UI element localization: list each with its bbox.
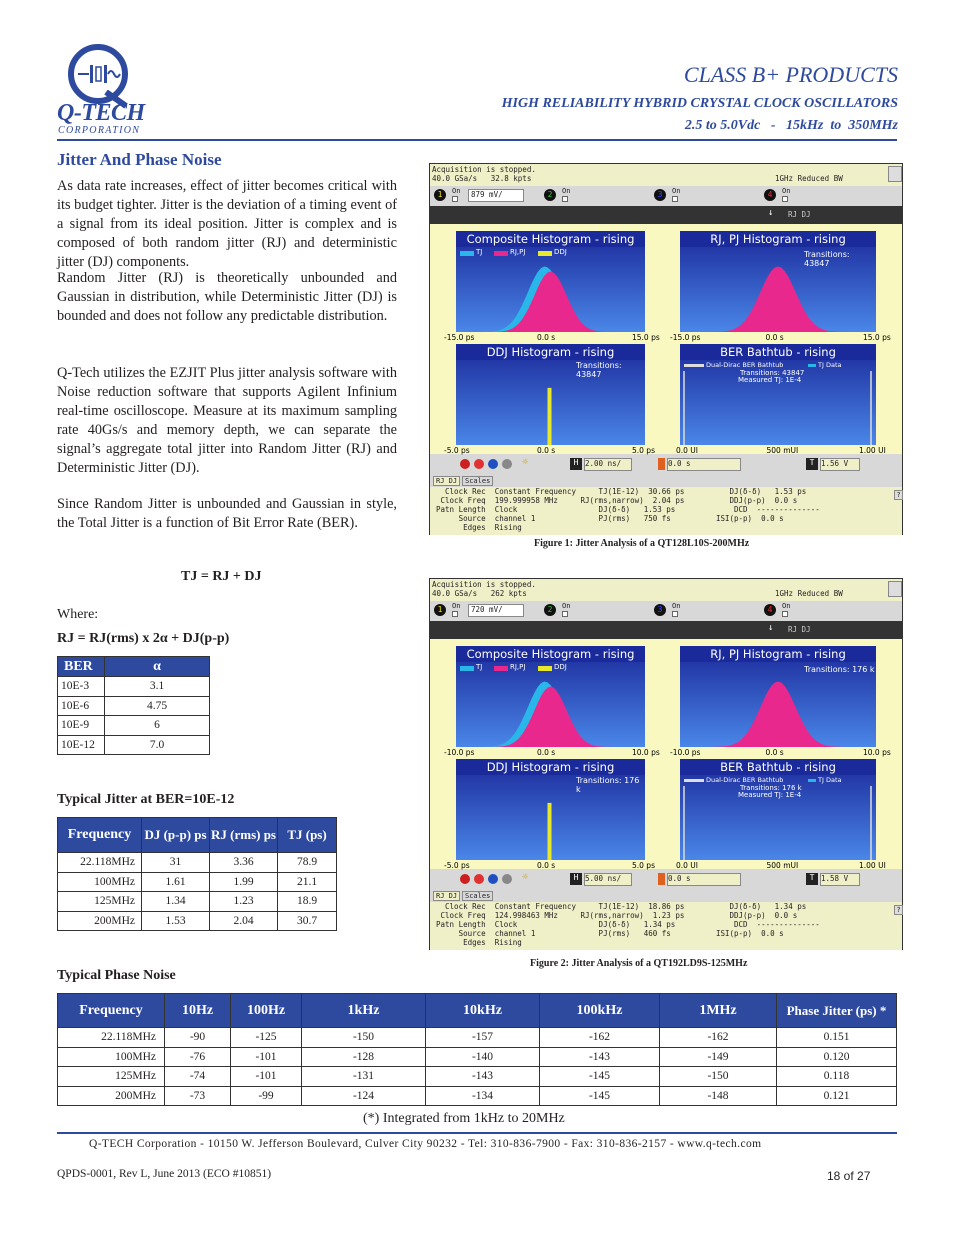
fig1-rjpj-tick-2: 15.0 ps — [863, 333, 891, 342]
footer-divider — [57, 1132, 897, 1134]
fig2-channel-1-on-label: On — [452, 602, 461, 610]
table-row — [58, 1067, 897, 1087]
fig2-ber-transitions: Transitions: 176 k — [740, 784, 802, 792]
fig1-ddj-tick-0: -5.0 ps — [444, 446, 470, 455]
fig2-tab-rjdj[interactable]: RJ DJ — [433, 891, 460, 901]
fig2-ddj-bar — [548, 803, 552, 860]
table-cell: 22.118MHz — [58, 853, 142, 873]
doc-number: QPDS-0001, Rev L, June 2013 (ECO #10851) — [57, 1168, 272, 1180]
col-header: 100Hz — [231, 994, 302, 1028]
fig2-legend-label-1: RJ,PJ — [510, 663, 526, 671]
fig2-composite-tick-1: 0.0 s — [537, 748, 556, 757]
fig2-rjpj-transitions: Transitions: 176 k — [804, 665, 875, 674]
fig2-rjpj-tick-0: -10.0 ps — [670, 748, 701, 757]
fig1-composite-tick-0: -15.0 ps — [444, 333, 475, 342]
fig1-horizontal-icon: H — [570, 458, 582, 470]
table-cell: -131 — [302, 1067, 426, 1087]
fig1-channel-1-on-label: On — [452, 187, 461, 195]
page-subtitle: HIGH RELIABILITY HYBRID CRYSTAL CLOCK OSCILLATORS — [501, 96, 898, 111]
fig2-ber-histogram — [680, 760, 876, 860]
fig2-ddj-histogram — [456, 760, 645, 860]
ezjit-paragraph: Q-Tech utilizes the EZJIT Plus jitter analysis software with Noise reduction software that supports Agilent Infinium real-time oscilloscope. Measure at its maximum sampling rate 40Gs/s and memory depth, we can separate the signal’s aggregate total jitter into Random Jitter (RJ) and Deterministic Jitter (DJ). — [57, 365, 397, 476]
fig1-trigger-level-input[interactable]: 1.56 V — [820, 458, 860, 471]
table-cell: 4.75 — [105, 696, 210, 716]
fig2-toolbar — [430, 870, 902, 889]
fig1-delay-marker-icon — [658, 458, 665, 470]
table-cell: 1.99 — [210, 872, 278, 892]
fig2-channel-2-button[interactable]: 2 — [544, 604, 556, 616]
fig2-sample-rate: 40.0 GSa/s 262 kpts — [432, 589, 527, 598]
table-cell: -125 — [231, 1028, 302, 1048]
page-number: 18 of 27 — [827, 1169, 871, 1183]
table-cell: -148 — [660, 1086, 777, 1106]
fig1-rjpj-tick-0: -15.0 ps — [670, 333, 701, 342]
fig2-ddj-title: DDJ Histogram - rising — [456, 759, 645, 775]
fig1-composite-title: Composite Histogram - rising — [456, 231, 645, 247]
fig2-rjpj-title: RJ, PJ Histogram - rising — [680, 646, 876, 662]
fig1-channel-3-checkbox[interactable] — [672, 196, 678, 202]
fig1-legend-label-2: DDJ — [554, 248, 567, 256]
fig2-channel-1-button[interactable]: 1 — [434, 604, 446, 616]
table-row — [58, 853, 337, 873]
fig2-ddj-tick-1: 0.0 s — [537, 861, 556, 870]
table-cell: -128 — [302, 1047, 426, 1067]
table-cell: 21.1 — [278, 872, 337, 892]
fig2-rjpj-tick-2: 10.0 ps — [863, 748, 891, 757]
table-cell: 31 — [142, 853, 210, 873]
table-cell: 10E-9 — [58, 716, 105, 736]
col-header: Frequency — [58, 818, 142, 853]
fig2-rjdj-marker: RJ DJ — [788, 625, 811, 634]
table-row — [58, 892, 337, 912]
fig2-arrow-down-icon: ↓ — [768, 623, 774, 633]
fig1-ddj-bar — [548, 388, 552, 445]
figure2-caption: Figure 2: Jitter Analysis of a QT192LD9S-125MHz — [530, 958, 748, 969]
fig2-composite-tick-2: 10.0 ps — [632, 748, 660, 757]
fig1-ber-legend-bathtub: Dual-Dirac BER Bathtub — [706, 361, 784, 369]
table-cell: -145 — [540, 1086, 660, 1106]
figure1-caption: Figure 1: Jitter Analysis of a QT128L10S-200MHz — [534, 538, 750, 549]
table-cell: -134 — [426, 1086, 540, 1106]
fig2-status-bar — [430, 579, 902, 601]
fig1-bandwidth: 1GHz Reduced BW — [775, 174, 843, 183]
fig1-legend-swatch-0 — [460, 251, 474, 256]
fig1-ber-tick-2: 1.00 UI — [859, 446, 886, 455]
table-row — [58, 677, 210, 697]
col-header: 10kHz — [426, 994, 540, 1028]
fig1-sun-icon[interactable]: ☼ — [522, 457, 529, 468]
table-cell: 100MHz — [58, 872, 142, 892]
random-jitter-paragraph: Random Jitter (RJ) is theoretically unbounded and Gaussian in distribution, while Deterministic Jitter (DJ) is bounded and does not follow any predictable distribution. — [57, 270, 397, 324]
fig2-composite-tick-0: -10.0 ps — [444, 748, 475, 757]
fig1-ber-tick-0: 0.0 UI — [676, 446, 699, 455]
table-cell: 0.151 — [777, 1028, 897, 1048]
table-cell: 18.9 — [278, 892, 337, 912]
fig1-sample-rate: 40.0 GSa/s 32.8 kpts — [432, 174, 532, 183]
table-cell: 2.04 — [210, 911, 278, 931]
fig1-ddj-tick-2: 5.0 ps — [632, 446, 655, 455]
table-row — [58, 716, 210, 736]
header-divider — [57, 139, 897, 141]
fig1-status-text: Acquisition is stopped. — [432, 165, 536, 174]
phase-noise-table — [57, 993, 897, 1106]
table-cell: 1.61 — [142, 872, 210, 892]
fig2-channel-1-checkbox[interactable] — [452, 611, 458, 617]
table-cell: -76 — [165, 1047, 231, 1067]
ber-table — [57, 656, 210, 755]
fig2-ddj-transitions: Transitions: 176 k — [576, 776, 640, 794]
fig1-scope-window — [429, 163, 903, 535]
fig1-help-button[interactable]: ? — [894, 490, 903, 500]
fig2-ber-tick-2: 1.00 UI — [859, 861, 886, 870]
fig2-legend-swatch-2 — [538, 666, 552, 671]
fig1-minimize-button[interactable] — [888, 166, 902, 182]
fig2-ddj-tick-2: 5.0 ps — [632, 861, 655, 870]
table-cell: 200MHz — [58, 911, 142, 931]
fig2-run-control-0[interactable] — [460, 874, 470, 884]
fig2-channel-4-button[interactable]: 4 — [764, 604, 776, 616]
col-header: RJ (rms) ps — [210, 818, 278, 853]
fig2-run-control-1[interactable] — [474, 874, 484, 884]
fig2-channel-2-on-label: On — [562, 602, 571, 610]
company-logo-text: Q-TECH — [57, 100, 145, 126]
voltage-range: 2.5 to 5.0Vdc - 15kHz to 350MHz — [684, 118, 898, 133]
fig1-run-control-3[interactable] — [502, 459, 512, 469]
table-row — [58, 696, 210, 716]
fig2-delay-marker-icon — [658, 873, 665, 885]
fig2-help-button[interactable]: ? — [894, 905, 903, 915]
fig2-trigger-level-input[interactable]: 1.58 V — [820, 873, 860, 886]
fig2-channel-4-on-label: On — [782, 602, 791, 610]
fig1-legend-label-1: RJ,PJ — [510, 248, 526, 256]
fig1-channel-1-scale-input[interactable]: 879 mV/ — [468, 189, 524, 202]
company-corporation: CORPORATION — [58, 125, 141, 136]
fig2-timebase-input[interactable]: 5.00 ns/ — [584, 873, 632, 886]
table-cell: 0.120 — [777, 1047, 897, 1067]
table-cell: -99 — [231, 1086, 302, 1106]
fig2-channel-2-checkbox[interactable] — [562, 611, 568, 617]
fig1-channel-controls — [430, 186, 902, 206]
fig2-rjpj-distribution — [456, 687, 645, 748]
fig1-measurement-strip — [430, 206, 902, 224]
table-cell: 10E-12 — [58, 735, 105, 755]
table-row — [58, 1028, 897, 1048]
fig2-legend-swatch-1 — [494, 666, 508, 671]
fig1-legend-swatch-1 — [494, 251, 508, 256]
table-cell: 125MHz — [58, 892, 142, 912]
fig1-run-control-2[interactable] — [488, 459, 498, 469]
table-cell: 0.118 — [777, 1067, 897, 1087]
table-cell: -150 — [660, 1067, 777, 1087]
fig1-ber-measured: Measured TJ: 1E-4 — [738, 376, 802, 384]
fig2-ber-measured: Measured TJ: 1E-4 — [738, 791, 802, 799]
fig2-run-control-3[interactable] — [502, 874, 512, 884]
intro-paragraph: As data rate increases, effect of jitter becomes critical with its budget tighter. Jitter is the deviation of a timing event of a signal from its ideal position. Jitter is complex and is composed of both random jitter (RJ) and deterministic jitter (DJ) components. — [57, 178, 397, 270]
fig1-rjpj-histogram — [680, 232, 876, 332]
col-header: DJ (p-p) ps — [142, 818, 210, 853]
fig1-tab-scales[interactable]: Scales — [462, 476, 493, 486]
fig2-rjpj-histogram — [680, 647, 876, 747]
table-cell: 10E-6 — [58, 696, 105, 716]
fig2-ber-tick-1: 500 mUI — [766, 861, 799, 870]
table-cell: 7.0 — [105, 735, 210, 755]
fig1-ber-tick-1: 500 mUI — [766, 446, 799, 455]
where-label: Where: — [57, 607, 99, 622]
col-header: Frequency — [58, 994, 165, 1028]
table-cell: -101 — [231, 1047, 302, 1067]
fig2-legend-swatch-0 — [460, 666, 474, 671]
table-cell: -150 — [302, 1028, 426, 1048]
table-cell: -124 — [302, 1086, 426, 1106]
fig1-ddj-tick-1: 0.0 s — [537, 446, 556, 455]
table-cell: -73 — [165, 1086, 231, 1106]
fig1-rjpj-distribution — [456, 272, 645, 333]
table-cell: 22.118MHz — [58, 1028, 165, 1048]
fig1-legend-swatch-2 — [538, 251, 552, 256]
fig1-channel-2-checkbox[interactable] — [562, 196, 568, 202]
fig1-trigger-icon: T — [806, 458, 818, 470]
table-row — [58, 735, 210, 755]
fig1-channel-1-checkbox[interactable] — [452, 196, 458, 202]
table-cell: 0.121 — [777, 1086, 897, 1106]
fig1-ddj-histogram — [456, 345, 645, 445]
fig2-channel-3-button[interactable]: 3 — [654, 604, 666, 616]
section-title: Jitter And Phase Noise — [57, 150, 222, 169]
fig2-horizontal-icon: H — [570, 873, 582, 885]
table-cell: -162 — [540, 1028, 660, 1048]
table-cell: 3.36 — [210, 853, 278, 873]
fig2-ber-tick-0: 0.0 UI — [676, 861, 699, 870]
ber-paragraph: Since Random Jitter is unbounded and Gaussian in style, the Total Jitter is a function of Bit Error Rate (BER). — [57, 496, 397, 531]
fig1-ddj-title: DDJ Histogram - rising — [456, 344, 645, 360]
fig1-ber-histogram — [680, 345, 876, 445]
table-row — [58, 1086, 897, 1106]
table-cell: 1.23 — [210, 892, 278, 912]
fig1-ber-legend-swatch-1 — [808, 364, 816, 367]
fig1-ber-legend-tjdata: TJ Data — [818, 361, 842, 369]
fig1-channel-4-checkbox[interactable] — [782, 196, 788, 202]
table-cell: -149 — [660, 1047, 777, 1067]
fig1-timebase-input[interactable]: 2.00 ns/ — [584, 458, 632, 471]
fig2-ber-legend-swatch-0 — [684, 779, 704, 782]
col-header: 10Hz — [165, 994, 231, 1028]
col-header: 100kHz — [540, 994, 660, 1028]
footer-address: Q-TECH Corporation - 10150 W. Jefferson Boulevard, Culver City 90232 - Tel: 310-836-7900 - Fax: 310-836-2157 - www.q-tech.com — [89, 1138, 762, 1150]
fig1-channel-2-on-label: On — [562, 187, 571, 195]
phase-footnote: (*) Integrated from 1kHz to 20MHz — [363, 1111, 565, 1126]
fig2-bandwidth: 1GHz Reduced BW — [775, 589, 843, 598]
fig2-rjpj-plot-svg — [680, 663, 876, 747]
table-cell: -145 — [540, 1067, 660, 1087]
table-cell: 1.53 — [142, 911, 210, 931]
table-cell: 100MHz — [58, 1047, 165, 1067]
fig1-arrow-down-icon: ↓ — [768, 208, 774, 218]
fig2-rjpj-gaussian — [680, 682, 876, 748]
table-cell: 6 — [105, 716, 210, 736]
fig1-rjpj-title: RJ, PJ Histogram - rising — [680, 231, 876, 247]
fig2-scope-window — [429, 578, 903, 950]
fig2-measurement-strip — [430, 621, 902, 639]
fig2-ber-legend-swatch-1 — [808, 779, 816, 782]
fig1-ber-title: BER Bathtub - rising — [680, 344, 876, 360]
table-cell: 10E-3 — [58, 677, 105, 697]
table-row — [58, 911, 337, 931]
fig1-composite-tick-2: 15.0 ps — [632, 333, 660, 342]
table-cell: 78.9 — [278, 853, 337, 873]
table-cell: -157 — [426, 1028, 540, 1048]
fig2-sun-icon[interactable]: ☼ — [522, 872, 529, 883]
fig1-run-control-0[interactable] — [460, 459, 470, 469]
table-row — [58, 872, 337, 892]
fig2-tab-bar — [430, 890, 902, 902]
ber-header: BER — [58, 657, 105, 677]
fig2-ber-legend-tjdata: TJ Data — [818, 776, 842, 784]
fig1-rjdj-marker: RJ DJ — [788, 210, 811, 219]
fig1-status-bar — [430, 164, 902, 186]
fig1-channel-3-on-label: On — [672, 187, 681, 195]
fig2-channel-3-checkbox[interactable] — [672, 611, 678, 617]
fig1-channel-2-button[interactable]: 2 — [544, 189, 556, 201]
fig1-composite-histogram — [456, 232, 645, 332]
fig2-measurement-results: Clock Rec Constant Frequency TJ(1E-12) 18.86 ps DJ(δ-δ) 1.34 ps Clock Freq 124.998463 MHz RJ(rms,narrow) 1.23 ps DDJ(p-p) 0.0 s Patn Length Clock DJ(δ-δ) 1.34 ps DCD -------------- Source channel 1 PJ(rms) 460 fs ISI(p-p) 0.0 s Edges Rising — [430, 902, 902, 950]
fig1-run-control-1[interactable] — [474, 459, 484, 469]
fig2-ddj-tick-0: -5.0 ps — [444, 861, 470, 870]
fig2-channel-1-scale-input[interactable]: 720 mV/ — [468, 604, 524, 617]
fig2-composite-histogram — [456, 647, 645, 747]
fig1-channel-4-button[interactable]: 4 — [764, 189, 776, 201]
fig1-tab-rjdj[interactable]: RJ DJ — [433, 476, 460, 486]
fig2-channel-controls — [430, 601, 902, 621]
col-header: TJ (ps) — [278, 818, 337, 853]
page-title: CLASS B+ PRODUCTS — [683, 62, 898, 87]
table-cell: 200MHz — [58, 1086, 165, 1106]
fig1-rjpj-tick-1: 0.0 s — [765, 333, 784, 342]
fig2-rjpj-tick-1: 0.0 s — [765, 748, 784, 757]
formula-rj: RJ = RJ(rms) x 2α + DJ(p-p) — [57, 631, 230, 646]
fig2-ber-legend-bathtub: Dual-Dirac BER Bathtub — [706, 776, 784, 784]
fig1-rjpj-transitions: Transitions: 43847 — [804, 250, 850, 268]
fig2-status-text: Acquisition is stopped. — [432, 580, 536, 589]
fig1-channel-3-button[interactable]: 3 — [654, 189, 666, 201]
fig2-composite-title: Composite Histogram - rising — [456, 646, 645, 662]
fig1-toolbar — [430, 455, 902, 474]
table-cell: 125MHz — [58, 1067, 165, 1087]
table-cell: -162 — [660, 1028, 777, 1048]
table-cell: -74 — [165, 1067, 231, 1087]
phase-table-title: Typical Phase Noise — [57, 968, 176, 983]
fig2-ber-title: BER Bathtub - rising — [680, 759, 876, 775]
table-cell: -90 — [165, 1028, 231, 1048]
table-cell: 3.1 — [105, 677, 210, 697]
fig2-legend-label-0: TJ — [476, 663, 483, 671]
fig1-ddj-transitions: Transitions: 43847 — [576, 361, 622, 379]
col-header: 1MHz — [660, 994, 777, 1028]
fig2-legend-label-2: DDJ — [554, 663, 567, 671]
table-cell: -140 — [426, 1047, 540, 1067]
fig1-ber-legend-swatch-0 — [684, 364, 704, 367]
table-cell: -143 — [426, 1067, 540, 1087]
table-cell: 1.34 — [142, 892, 210, 912]
table-cell: 30.7 — [278, 911, 337, 931]
col-header: 1kHz — [302, 994, 426, 1028]
table-cell: -101 — [231, 1067, 302, 1087]
fig1-channel-4-on-label: On — [782, 187, 791, 195]
fig1-ber-transitions: Transitions: 43847 — [740, 369, 805, 377]
fig2-channel-3-on-label: On — [672, 602, 681, 610]
fig1-channel-1-button[interactable]: 1 — [434, 189, 446, 201]
fig2-minimize-button[interactable] — [888, 581, 902, 597]
fig2-tab-scales[interactable]: Scales — [462, 891, 493, 901]
table-row — [58, 1047, 897, 1067]
col-header: Phase Jitter (ps) * — [777, 994, 897, 1028]
fig1-rjpj-gaussian — [680, 267, 876, 333]
table-cell: -143 — [540, 1047, 660, 1067]
jitter-table — [57, 817, 337, 931]
formula-tj: TJ = RJ + DJ — [181, 569, 262, 584]
fig1-composite-tick-1: 0.0 s — [537, 333, 556, 342]
fig1-measurement-results: Clock Rec Constant Frequency TJ(1E-12) 30.66 ps DJ(δ-δ) 1.53 ps Clock Freq 199.999958 MHz RJ(rms,narrow) 2.04 ps DDJ(p-p) 0.0 s Patn Length Clock DJ(δ-δ) 1.53 ps DCD -------------- Source channel 1 PJ(rms) 750 fs ISI(p-p) 0.0 s Edges Rising — [430, 487, 902, 535]
fig1-legend-label-0: TJ — [476, 248, 483, 256]
alpha-header: α — [105, 657, 210, 677]
fig2-delay-input[interactable]: 0.0 s — [667, 873, 741, 886]
fig2-trigger-icon: T — [806, 873, 818, 885]
fig1-delay-input[interactable]: 0.0 s — [667, 458, 741, 471]
fig2-channel-4-checkbox[interactable] — [782, 611, 788, 617]
fig1-tab-bar — [430, 475, 902, 487]
fig2-run-control-2[interactable] — [488, 874, 498, 884]
jitter-table-title: Typical Jitter at BER=10E-12 — [57, 792, 235, 807]
fig1-composite-plot-svg — [456, 248, 645, 332]
fig2-composite-plot-svg — [456, 663, 645, 747]
